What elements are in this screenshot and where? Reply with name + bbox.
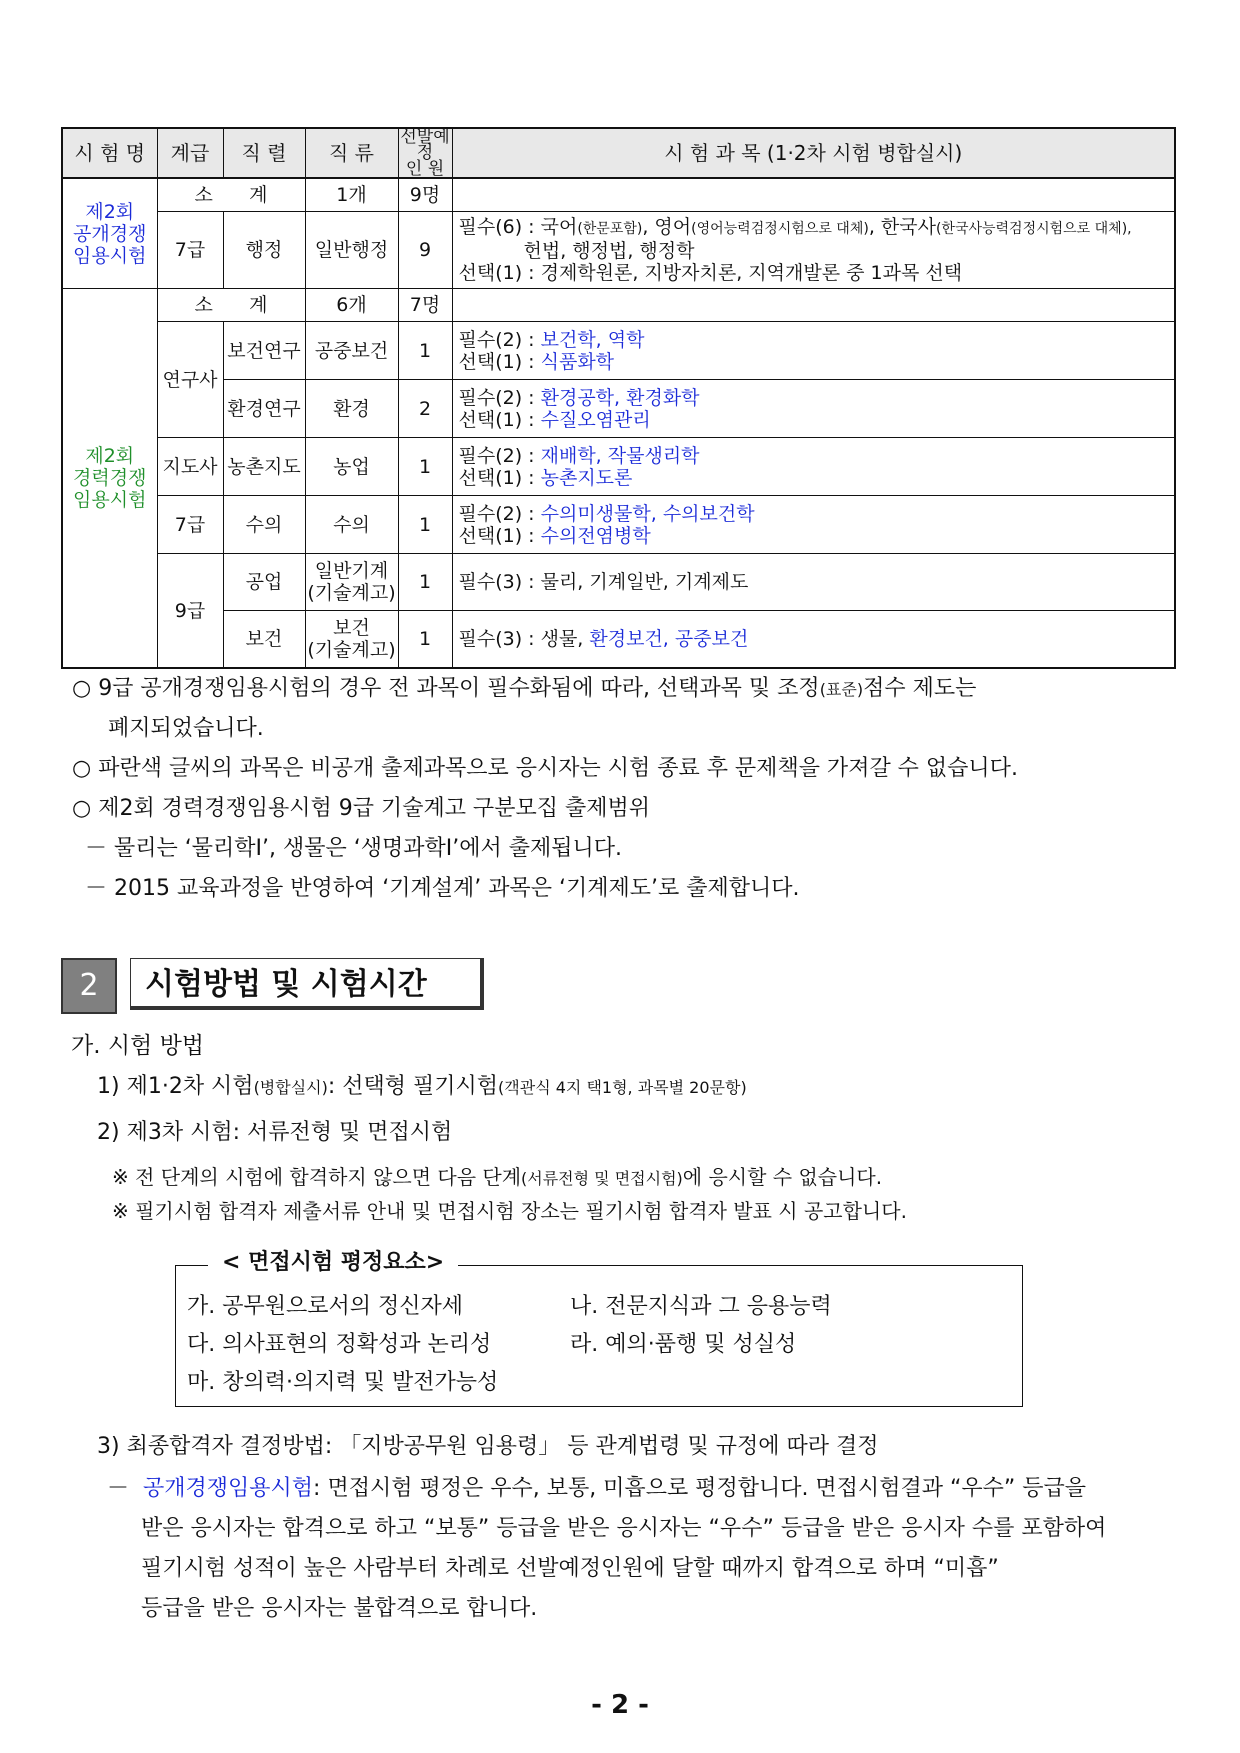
table-row [62, 289, 1175, 322]
method-item-2: 2) 제3차 시험: 서류전형 및 면접시험 [97, 1120, 453, 1145]
table-row [62, 438, 1175, 496]
subjects-cell: 필수(6) : 국어(한문포함), 영어(영어능력검정시험으로 대체), 한국사(한국사능력검정시험으로 대체), 헌법, 행정법, 행정학 선택(1) : 경제학원론, 지방자치론, 지역개발론 중 1과목 선택 [452, 212, 1175, 289]
series-cell: 공업 [223, 554, 305, 611]
subjects-cell: 필수(2) : 수의미생물학, 수의보건학 선택(1) : 수의전염병학 [452, 496, 1175, 554]
header-series: 직 렬 [223, 128, 305, 178]
note-blue-subjects: ○ 파란색 글씨의 과목은 비공개 출제과목으로 응시자는 시험 종료 후 문제책을 가져갈 수 없습니다. [72, 756, 1018, 781]
subjects-cell: 필수(2) : 재배학, 작물생리학 선택(1) : 농촌지도론 [452, 438, 1175, 496]
method-note-1: ※ 전 단계의 시험에 합격하지 않으면 다음 단계(서류전형 및 면접시험)에 응시할 수 없습니다. [112, 1165, 883, 1189]
series-cell: 수의 [223, 496, 305, 554]
job-cell: 환경 [305, 380, 398, 438]
note-scope-physics: － 물리는 ‘물리학Ⅰ’, 생물은 ‘생명과학Ⅰ’에서 출제됩니다. [85, 836, 622, 861]
quota-cell: 9 [398, 212, 452, 289]
subjects-cell: 필수(3) : 생물, 환경보건, 공중보건 [452, 611, 1175, 669]
quota-cell: 1 [398, 496, 452, 554]
table-row [62, 178, 1175, 212]
header-job: 직 류 [305, 128, 398, 178]
subtotal-empty [452, 289, 1175, 322]
quota-cell: 1 [398, 438, 452, 496]
quota-cell: 1 [398, 322, 452, 380]
grade-cell: 연구사 [157, 322, 223, 438]
quota-cell: 2 [398, 380, 452, 438]
section-title: 시험방법 및 시험시간 [130, 958, 484, 1010]
subjects-cell: 필수(2) : 보건학, 역학 선택(1) : 식품화학 [452, 322, 1175, 380]
subtotal-label: 소 계 [157, 289, 305, 322]
table-row [62, 380, 1175, 438]
table-row [62, 554, 1175, 611]
job-cell: 일반행정 [305, 212, 398, 289]
final-decision-line-1: － 공개경쟁임용시험: 면접시험 평정은 우수, 보통, 미흡으로 평정합니다. 면접시험결과 “우수” 등급을 [107, 1476, 1086, 1501]
quota-cell: 1 [398, 554, 452, 611]
subtotal-jobs: 1개 [305, 178, 398, 212]
grade-cell: 지도사 [157, 438, 223, 496]
subtotal-label: 소 계 [157, 178, 305, 212]
subtotal-jobs: 6개 [305, 289, 398, 322]
subtotal-people: 9명 [398, 178, 452, 212]
note-abolished-cont: 폐지되었습니다. [108, 716, 264, 741]
criteria-item: 가. 공무원으로서의 정신자세 [187, 1294, 464, 1319]
table-row [62, 322, 1175, 380]
job-cell: 공중보건 [305, 322, 398, 380]
header-grade: 계급 [157, 128, 223, 178]
grade-cell: 9급 [157, 554, 223, 669]
table-row [62, 611, 1175, 669]
job-cell: 농업 [305, 438, 398, 496]
career-exam-name: 제2회 경력경쟁 임용시험 [62, 289, 157, 669]
subtotal-empty [452, 178, 1175, 212]
note-scope: ○ 제2회 경력경쟁임용시험 9급 기술계고 구분모집 출제범위 [72, 796, 650, 821]
final-decision-line-3: 필기시험 성적이 높은 사람부터 차례로 선발예정인원에 달할 때까지 합격으로 하며 “미흡” [141, 1556, 999, 1581]
job-cell: 일반기계 (기술계고) [305, 554, 398, 611]
method-item-1: 1) 제1·2차 시험(병합실시): 선택형 필기시험(객관식 4지 택1형, 과목별 20문항) [97, 1074, 747, 1099]
method-note-2: ※ 필기시험 합격자 제출서류 안내 및 면접시험 장소는 필기시험 합격자 발표 시 공고합니다. [112, 1199, 907, 1223]
header-exam-name: 시 험 명 [62, 128, 157, 178]
table-header-row [62, 128, 1175, 178]
series-cell: 보건 [223, 611, 305, 669]
criteria-item: 라. 예의·품행 및 성실성 [570, 1332, 797, 1357]
open-exam-name: 제2회 공개경쟁 임용시험 [62, 178, 157, 289]
criteria-item: 나. 전문지식과 그 응용능력 [570, 1294, 832, 1319]
criteria-item: 다. 의사표현의 정확성과 논리성 [187, 1332, 492, 1357]
grade-cell: 7급 [157, 212, 223, 289]
exam-subjects-table [61, 127, 1176, 669]
note-abolished: ○ 9급 공개경쟁임용시험의 경우 전 과목이 필수화됨에 따라, 선택과목 및 조정(표준)점수 제도는 [72, 676, 977, 701]
quota-cell: 1 [398, 611, 452, 669]
series-cell: 행정 [223, 212, 305, 289]
grade-cell: 7급 [157, 496, 223, 554]
final-decision-line-2: 받은 응시자는 합격으로 하고 “보통” 등급을 받은 응시자는 “우수” 등급을 받은 응시자 수를 포함하여 [141, 1516, 1107, 1541]
subjects-cell: 필수(2) : 환경공학, 환경화학 선택(1) : 수질오염관리 [452, 380, 1175, 438]
subtotal-people: 7명 [398, 289, 452, 322]
note-scope-mechanics: － 2015 교육과정을 반영하여 ‘기계설계’ 과목은 ‘기계제도’로 출제합니다. [85, 876, 800, 901]
job-cell: 보건 (기술계고) [305, 611, 398, 669]
section-number: 2 [61, 958, 117, 1014]
header-subjects: 시 험 과 목 (1·2차 시험 병합실시) [452, 128, 1175, 178]
header-quota: 선발예정 인 원 [398, 128, 452, 178]
subjects-cell: 필수(3) : 물리, 기계일반, 기계제도 [452, 554, 1175, 611]
series-cell: 농촌지도 [223, 438, 305, 496]
series-cell: 환경연구 [223, 380, 305, 438]
job-cell: 수의 [305, 496, 398, 554]
table-row [62, 496, 1175, 554]
subsection-heading: 가. 시험 방법 [71, 1033, 205, 1059]
criteria-item: 마. 창의력·의지력 및 발전가능성 [187, 1370, 499, 1395]
method-item-3: 3) 최종합격자 결정방법: 「지방공무원 임용령」 등 관계법령 및 규정에 따라 결정 [97, 1434, 879, 1459]
final-decision-line-4: 등급을 받은 응시자는 불합격으로 합니다. [141, 1596, 538, 1621]
interview-criteria-title: < 면접시험 평정요소> [208, 1249, 458, 1277]
series-cell: 보건연구 [223, 322, 305, 380]
table-row [62, 212, 1175, 289]
page-number: - 2 - [591, 1690, 649, 1720]
